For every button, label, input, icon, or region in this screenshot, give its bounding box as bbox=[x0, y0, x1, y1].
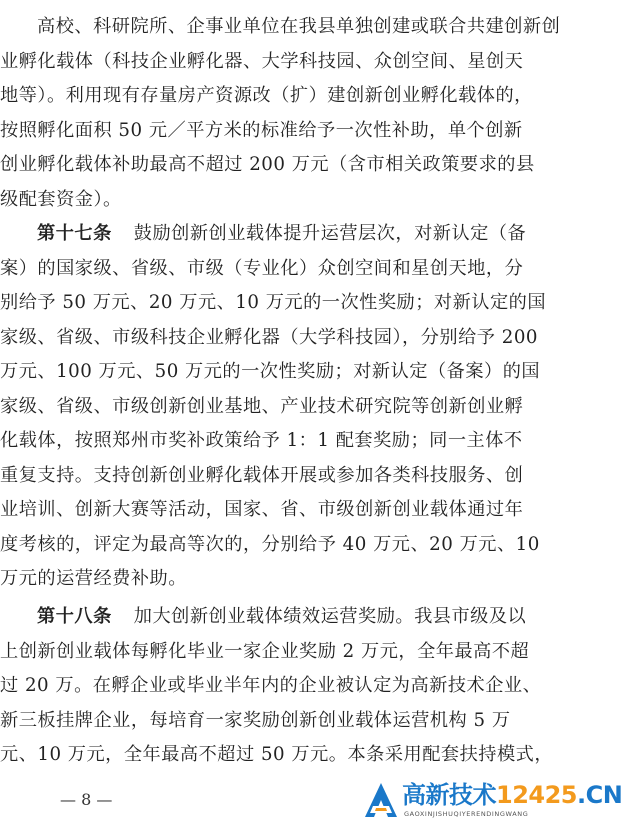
text-line: 创业孵化载体补助最高不超过 200 万元（含市相关政策要求的县 bbox=[0, 154, 535, 175]
text-line: 别给予 50 万元、20 万元、10 万元的一次性奖励；对新认定的国 bbox=[0, 292, 547, 313]
watermark-subtitle: GAOXINJISHUQIYERENDINGWANG bbox=[404, 810, 529, 818]
text-line: 案）的国家级、省级、市级（专业化）众创空间和星创天地，分 bbox=[0, 258, 524, 279]
text-line: 按照孵化面积 50 元／平方米的标准给予一次性补助，单个创新 bbox=[0, 120, 523, 141]
text-line: 度考核的，评定为最高等次的，分别给予 40 万元、20 万元、10 bbox=[0, 534, 540, 555]
text-line: 级配套资金）。 bbox=[0, 189, 122, 210]
watermark-title-number: 12425 bbox=[496, 781, 577, 809]
watermark bbox=[358, 776, 622, 825]
text-line: 家级、省级、市级创新创业基地、产业技术研究院等创新创业孵 bbox=[0, 396, 524, 417]
page-number: — 8 — bbox=[60, 790, 113, 809]
text-line: 地等）。利用现有存量房产资源改（扩）建创新创业孵化载体的， bbox=[0, 85, 533, 106]
watermark-title-cn: 高新技术 bbox=[402, 781, 496, 809]
text-line: 过 20 万。在孵企业或毕业半年内的企业被认定为高新技术企业、 bbox=[0, 675, 542, 696]
text-line: 加大创新创业载体绩效运营奖励。我县市级及以 bbox=[133, 606, 527, 627]
text-line: 业培训、创新大赛等活动，国家、省、市级创新创业载体通过年 bbox=[0, 499, 524, 520]
watermark-title bbox=[402, 780, 622, 810]
article-18-heading: 第十八条 bbox=[37, 606, 112, 627]
text-line: 高校、科研院所、企事业单位在我县单独创建或联合共建创新创 bbox=[37, 16, 561, 37]
text-line: 元、10 万元，全年最高不超过 50 万元。本条采用配套扶持模式， bbox=[0, 744, 554, 765]
text-line: 化载体，按照郑州市奖补政策给予 1：1 配套奖励；同一主体不 bbox=[0, 430, 523, 451]
text-line: 万元、100 万元、50 万元的一次性奖励；对新认定（备案）的国 bbox=[0, 361, 541, 382]
text-line: 家级、省级、市级科技企业孵化器（大学科技园），分别给予 200 bbox=[0, 327, 538, 348]
text-line: 新三板挂牌企业，每培育一家奖励创新创业载体运营机构 5 万 bbox=[0, 710, 511, 731]
text-line: 业孵化载体（科技企业孵化器、大学科技园、众创空间、星创天 bbox=[0, 51, 524, 72]
text-line: 鼓励创新创业载体提升运营层次，对新认定（备 bbox=[133, 223, 527, 244]
article-18-paragraph-start bbox=[0, 602, 598, 632]
text-line: 重复支持。支持创新创业孵化载体开展或参加各类科技服务、创 bbox=[0, 465, 524, 486]
article-17-heading: 第十七条 bbox=[37, 223, 112, 244]
text-line: 万元的运营经费补助。 bbox=[0, 568, 187, 589]
text-line: 上创新创业载体每孵化毕业一家企业奖励 2 万元，全年最高不超 bbox=[0, 641, 530, 662]
watermark-title-domain: .CN bbox=[577, 781, 622, 809]
logo-icon bbox=[364, 782, 398, 818]
article-17-paragraph-start bbox=[0, 219, 598, 249]
